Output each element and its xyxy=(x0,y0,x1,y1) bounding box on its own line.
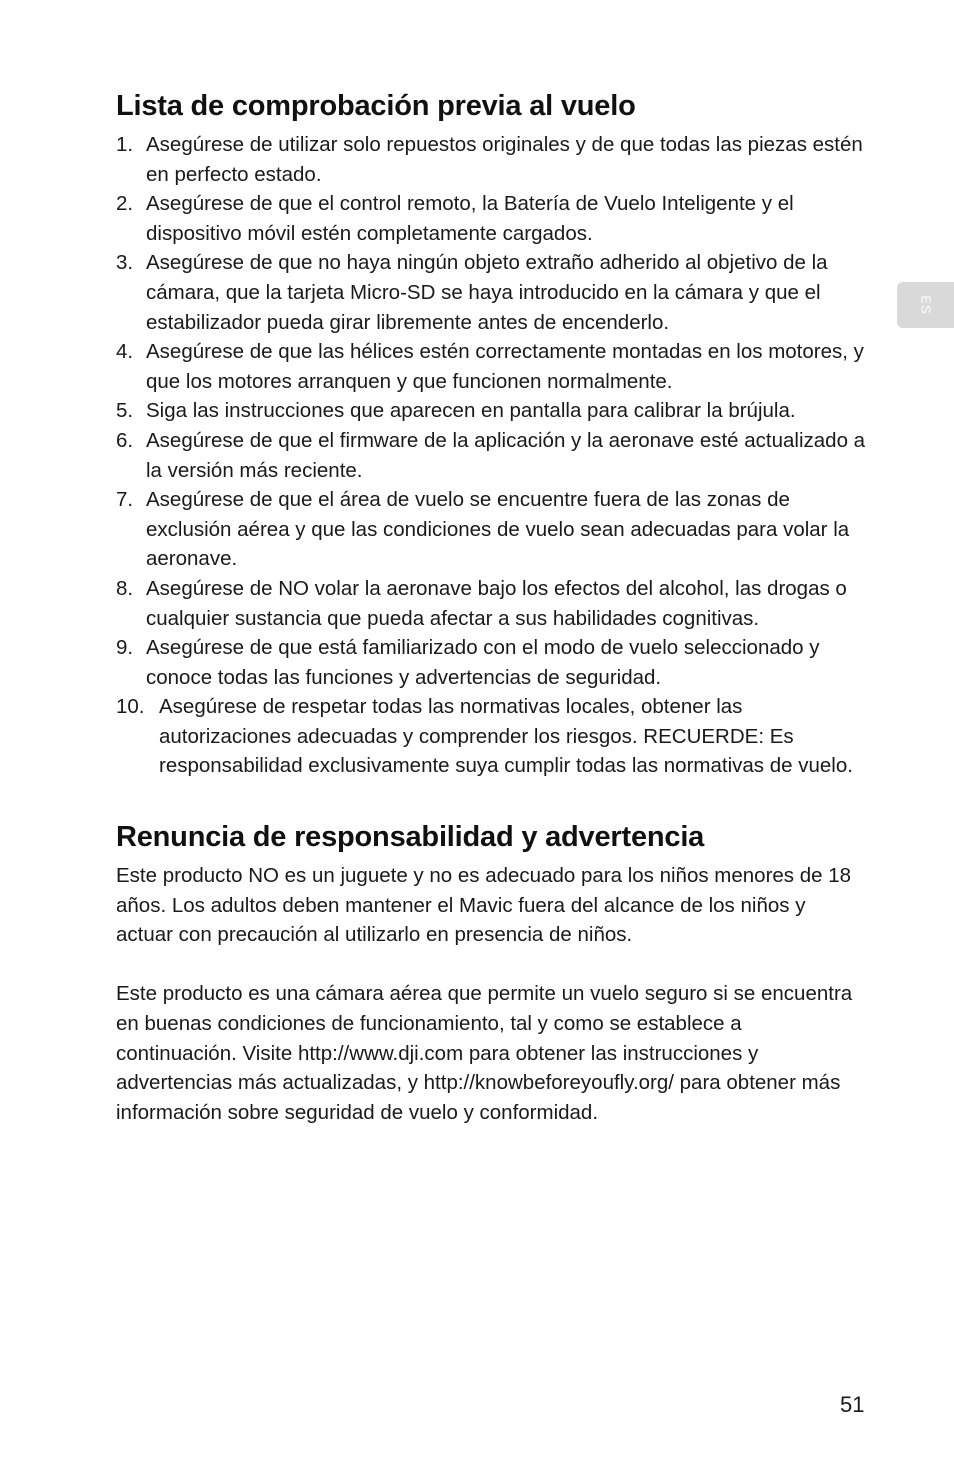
checklist-item xyxy=(116,485,868,574)
item-number: 5. xyxy=(116,399,134,423)
checklist-item xyxy=(116,426,868,485)
item-number: 3. xyxy=(116,251,134,275)
item-number: 6. xyxy=(116,428,134,452)
item-text: Asegúrese de que el firmware de la aplicación y la aeronave esté actualizado a la versión más reciente. xyxy=(146,428,866,482)
item-number: 1. xyxy=(116,133,134,156)
item-text: Asegúrese de que las hélices estén correctamente montadas en los motores, y que los motores arranquen y que funcionen normalmente. xyxy=(146,340,864,393)
page-number: 51 xyxy=(840,1392,865,1417)
disclaimer-heading: Renuncia de responsabilidad y advertencia xyxy=(116,821,705,854)
item-text: Asegúrese de que el área de vuelo se encuentre fuera de las zonas de exclusión aérea y que las condiciones de vuelo sean adecuadas para volar la aeronave. xyxy=(146,488,850,571)
disclaimer-section xyxy=(116,817,868,1127)
item-text: Asegúrese de respetar todas las normativas locales, obtener las autorizaciones adecuadas y comprender los riesgos. RECUERDE: Es responsabilidad exclusivamente suya cumplir todas las normativas de vuelo. xyxy=(159,695,853,778)
language-tab xyxy=(897,282,954,328)
item-number: 10. xyxy=(116,695,145,719)
checklist-item xyxy=(116,574,868,633)
checklist-item xyxy=(116,189,868,248)
checklist-item xyxy=(116,396,868,426)
checklist-heading: Lista de comprobación previa al vuelo xyxy=(116,90,636,122)
item-number: 7. xyxy=(116,488,134,512)
disclaimer-paragraph: Este producto NO es un juguete y no es adecuado para los niños menores de 18 años. Los adultos deben mantener el Mavic fuera del alcance de los niños y actuar con precaución al utilizarlo en presencia de niños. xyxy=(116,864,852,947)
item-number: 4. xyxy=(116,340,134,364)
item-text: Asegúrese de utilizar solo repuestos originales y de que todas las piezas estén en perfecto estado. xyxy=(146,133,863,186)
disclaimer-paragraph: Este producto es una cámara aérea que permite un vuelo seguro si se encuentra en buenas condiciones de funcionamiento, tal y como se establece a continuación. Visite http://www.dji.com para obtener las instrucciones y advertencias más actualizadas, y http://knowbeforeyoufly.org/ para obtener más información sobre seguridad de vuelo y conformidad. xyxy=(116,982,853,1124)
item-text: Asegúrese de que el control remoto, la Batería de Vuelo Inteligente y el dispositivo móvil estén completamente cargados. xyxy=(146,192,794,245)
item-text: Siga las instrucciones que aparecen en pantalla para calibrar la brújula. xyxy=(146,399,796,423)
item-number: 2. xyxy=(116,192,134,216)
item-text: Asegúrese de que no haya ningún objeto extraño adherido al objetivo de la cámara, que la tarjeta Micro-SD se haya introducido en la cámara y que el estabilizador pueda girar libremente antes de encenderlo. xyxy=(146,251,828,334)
checklist-item xyxy=(116,130,868,189)
page-content xyxy=(116,86,868,1127)
item-number: 8. xyxy=(116,576,134,600)
item-text: Asegúrese de que está familiarizado con el modo de vuelo seleccionado y conoce todas las funciones y advertencias de seguridad. xyxy=(146,636,820,689)
checklist-item xyxy=(116,633,868,692)
item-text: Asegúrese de NO volar la aeronave bajo los efectos del alcohol, las drogas o cualquier sustancia que pueda afectar a sus habilidades cognitivas. xyxy=(146,576,847,630)
checklist-item xyxy=(116,337,868,396)
item-number: 9. xyxy=(116,636,134,660)
checklist-item xyxy=(116,692,868,781)
checklist xyxy=(116,130,868,781)
checklist-section xyxy=(116,86,868,781)
checklist-item xyxy=(116,248,868,337)
language-tab-label: ES xyxy=(918,295,933,315)
